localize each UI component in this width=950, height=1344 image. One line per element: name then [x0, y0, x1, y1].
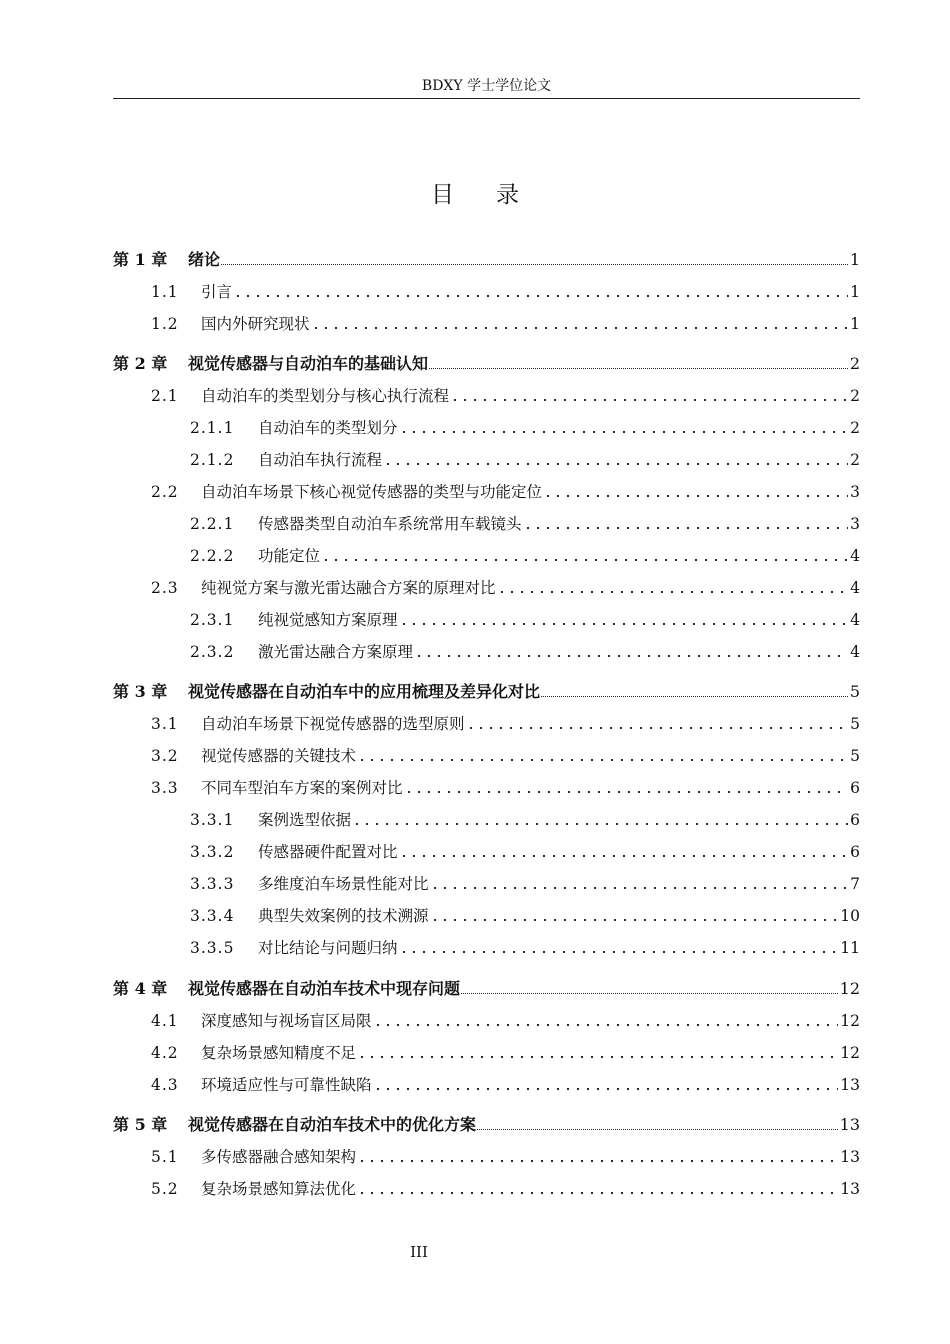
toc-entry-title: 典型失效案例的技术溯源: [258, 907, 429, 925]
toc-entry-number: 2.3.2: [190, 643, 235, 661]
page-number: III: [410, 1243, 428, 1261]
toc-chapter-entry[interactable]: [113, 351, 860, 375]
toc-section-entry[interactable]: [113, 575, 860, 599]
toc-entry-title: 视觉传感器的关键技术: [201, 747, 357, 765]
toc-section-entry[interactable]: [113, 839, 860, 863]
toc-section-entry[interactable]: [113, 1176, 860, 1200]
toc-entry-page: 3: [850, 483, 860, 501]
toc-entry-title: 环境适应性与可靠性缺陷: [201, 1076, 372, 1094]
toc-section-entry[interactable]: [113, 383, 860, 407]
toc-entry-number: 第 3 章: [113, 682, 168, 701]
toc-entry-page: 5: [850, 715, 860, 733]
toc-section-entry[interactable]: [113, 1072, 860, 1096]
toc-entry-page: 4: [850, 579, 860, 597]
toc-entry-number: 3.3.2: [190, 843, 235, 861]
toc-entry-number: 第 5 章: [113, 1115, 168, 1134]
dot-leader: [357, 1191, 838, 1195]
toc-entry-title: 传感器类型自动泊车系统常用车载镜头: [258, 515, 522, 533]
dot-leader: [541, 696, 848, 697]
toc-section-entry[interactable]: [113, 807, 860, 831]
toc-entry-page: 13: [840, 1148, 860, 1166]
toc-section-entry[interactable]: [113, 1144, 860, 1168]
toc-entry-page: 2: [850, 451, 860, 469]
toc-entry-page: 2: [849, 354, 860, 373]
toc-entry-page: 1: [850, 283, 860, 301]
toc-entry-title: 视觉传感器在自动泊车技术中现存问题: [188, 979, 461, 998]
toc-section-entry[interactable]: [113, 871, 860, 895]
dot-leader: [429, 368, 848, 369]
toc-entry-number: 3.1: [151, 715, 179, 733]
toc-section-entry[interactable]: [113, 511, 860, 535]
toc-entry-title: 传感器硬件配置对比: [258, 843, 398, 861]
toc-entry-title: 自动泊车的类型划分: [258, 419, 398, 437]
toc-entry-title: 复杂场景感知算法优化: [201, 1180, 357, 1198]
toc-entry-number: 2.1.2: [190, 451, 235, 469]
dot-leader: [543, 494, 848, 498]
toc-section-entry[interactable]: [113, 1040, 860, 1064]
dot-leader: [450, 398, 848, 402]
toc-entry-number: 3.2: [151, 747, 179, 765]
toc-entry-title: 绪论: [188, 250, 221, 269]
toc-entry-page: 1: [850, 315, 860, 333]
dot-leader: [373, 1023, 839, 1027]
toc-entry-number: 5.2: [151, 1180, 179, 1198]
toc-entry-page: 7: [850, 875, 860, 893]
dot-leader: [383, 462, 848, 466]
dot-leader: [466, 726, 849, 730]
toc-entry-page: 2: [850, 387, 860, 405]
toc-entry-number: 2.2.2: [190, 547, 235, 565]
toc-entry-number: 3.3.5: [190, 939, 235, 957]
toc-entry-title: 激光雷达融合方案原理: [258, 643, 414, 661]
toc-entry-number: 3.3: [151, 779, 179, 797]
dot-leader: [497, 590, 849, 594]
toc-chapter-entry[interactable]: [113, 1112, 860, 1136]
dot-leader: [430, 918, 839, 922]
dot-leader: [357, 1159, 838, 1163]
dot-leader: [461, 993, 838, 994]
dot-leader: [233, 294, 848, 298]
toc-entry-page: 2: [850, 419, 860, 437]
toc-entry-number: 2.3.1: [190, 611, 235, 629]
dot-leader: [373, 1087, 839, 1091]
toc-entry-title: 引言: [201, 283, 233, 301]
toc-entry-number: 4.2: [151, 1044, 179, 1062]
toc-entry-number: 1.2: [151, 315, 179, 333]
toc-entry-page: 4: [850, 643, 860, 661]
toc-section-entry[interactable]: [113, 775, 860, 799]
toc-entry-number: 3.3.3: [190, 875, 235, 893]
toc-chapter-entry[interactable]: [113, 247, 860, 271]
toc-entry-page: 13: [839, 1115, 860, 1134]
toc-entry-number: 第 2 章: [113, 354, 168, 373]
dot-leader: [399, 854, 849, 858]
toc-entry-title: 不同车型泊车方案的案例对比: [201, 779, 403, 797]
toc-section-entry[interactable]: [113, 935, 860, 959]
toc-entry-page: 13: [840, 1180, 860, 1198]
dot-leader: [357, 1055, 838, 1059]
toc-entry-page: 10: [840, 907, 860, 925]
toc-entry-page: 3: [850, 515, 860, 533]
toc-entry-page: 1: [849, 250, 860, 269]
toc-entry-title: 纯视觉方案与激光雷达融合方案的原理对比: [201, 579, 496, 597]
dot-leader: [399, 430, 849, 434]
toc-entry-number: 5.1: [151, 1148, 179, 1166]
toc-entry-title: 自动泊车的类型划分与核心执行流程: [201, 387, 450, 405]
dot-leader: [399, 622, 849, 626]
toc-entry-title: 功能定位: [258, 547, 321, 565]
toc-section-entry[interactable]: [113, 607, 860, 631]
toc-entry-page: 13: [840, 1076, 860, 1094]
toc-entry-title: 对比结论与问题归纳: [258, 939, 398, 957]
toc-entry-title: 视觉传感器与自动泊车的基础认知: [188, 354, 429, 373]
toc-entry-title: 国内外研究现状: [201, 315, 310, 333]
dot-leader: [477, 1129, 838, 1130]
toc-section-entry[interactable]: [113, 447, 860, 471]
toc-section-entry[interactable]: [113, 1008, 860, 1032]
toc-entry-page: 4: [850, 611, 860, 629]
toc-section-entry[interactable]: [113, 279, 860, 303]
toc-entry-title: 深度感知与视场盲区局限: [201, 1012, 372, 1030]
dot-leader: [357, 758, 848, 762]
toc-section-entry[interactable]: [113, 311, 860, 335]
toc-section-entry[interactable]: [113, 711, 860, 735]
toc-entry-title: 自动泊车场景下视觉传感器的选型原则: [201, 715, 465, 733]
dot-leader: [414, 654, 848, 658]
toc-chapter-entry[interactable]: [113, 976, 860, 1000]
dot-leader: [523, 526, 849, 530]
toc-entry-title: 视觉传感器在自动泊车技术中的优化方案: [188, 1115, 477, 1134]
dot-leader: [321, 558, 848, 562]
toc-section-entry[interactable]: [113, 479, 860, 503]
toc-entry-page: 11: [840, 939, 860, 957]
toc-entry-number: 2.1: [151, 387, 179, 405]
toc-entry-title: 纯视觉感知方案原理: [258, 611, 398, 629]
toc-chapter-entry[interactable]: [113, 679, 860, 703]
dot-leader: [430, 886, 849, 890]
toc-entry-page: 6: [850, 811, 860, 829]
toc-entry-number: 4.3: [151, 1076, 179, 1094]
toc-entry-number: 第 1 章: [113, 250, 168, 269]
toc-entry-page: 12: [840, 1012, 860, 1030]
toc-section-entry[interactable]: [113, 903, 860, 927]
toc-entry-title: 复杂场景感知精度不足: [201, 1044, 357, 1062]
toc-entry-page: 12: [840, 1044, 860, 1062]
toc-entry-page: 6: [850, 843, 860, 861]
dot-leader: [352, 822, 848, 826]
toc-section-entry[interactable]: [113, 415, 860, 439]
toc-entry-page: 6: [850, 779, 860, 797]
toc-section-entry[interactable]: [113, 543, 860, 567]
toc-entry-page: 12: [839, 979, 860, 998]
toc-entry-page: 5: [849, 682, 860, 701]
header-rule: [113, 98, 860, 99]
toc-entry-number: 第 4 章: [113, 979, 168, 998]
toc-entry-number: 2.1.1: [190, 419, 235, 437]
toc-entry-page: 4: [850, 547, 860, 565]
toc-entry-title: 多维度泊车场景性能对比: [258, 875, 429, 893]
toc-entry-number: 3.3.4: [190, 907, 235, 925]
toc-entry-title: 自动泊车执行流程: [258, 451, 383, 469]
toc-entry-title: 自动泊车场景下核心视觉传感器的类型与功能定位: [201, 483, 543, 501]
dot-leader: [311, 326, 849, 330]
toc-section-entry[interactable]: [113, 743, 860, 767]
toc-entry-page: 5: [850, 747, 860, 765]
toc-section-entry[interactable]: [113, 639, 860, 663]
toc-title: 目录: [431, 182, 561, 208]
dot-leader: [399, 950, 839, 954]
toc-entry-title: 多传感器融合感知架构: [201, 1148, 357, 1166]
toc-entry-number: 3.3.1: [190, 811, 235, 829]
toc-entry-number: 2.3: [151, 579, 179, 597]
dot-leader: [221, 264, 848, 265]
toc-entry-title: 视觉传感器在自动泊车中的应用梳理及差异化对比: [188, 682, 541, 701]
running-header: BDXY 学士学位论文: [421, 78, 552, 94]
toc-entry-title: 案例选型依据: [258, 811, 352, 829]
dot-leader: [404, 790, 849, 794]
toc-entry-number: 4.1: [151, 1012, 179, 1030]
toc-entry-number: 2.2: [151, 483, 179, 501]
toc-entry-number: 1.1: [151, 283, 179, 301]
toc-entry-number: 2.2.1: [190, 515, 235, 533]
